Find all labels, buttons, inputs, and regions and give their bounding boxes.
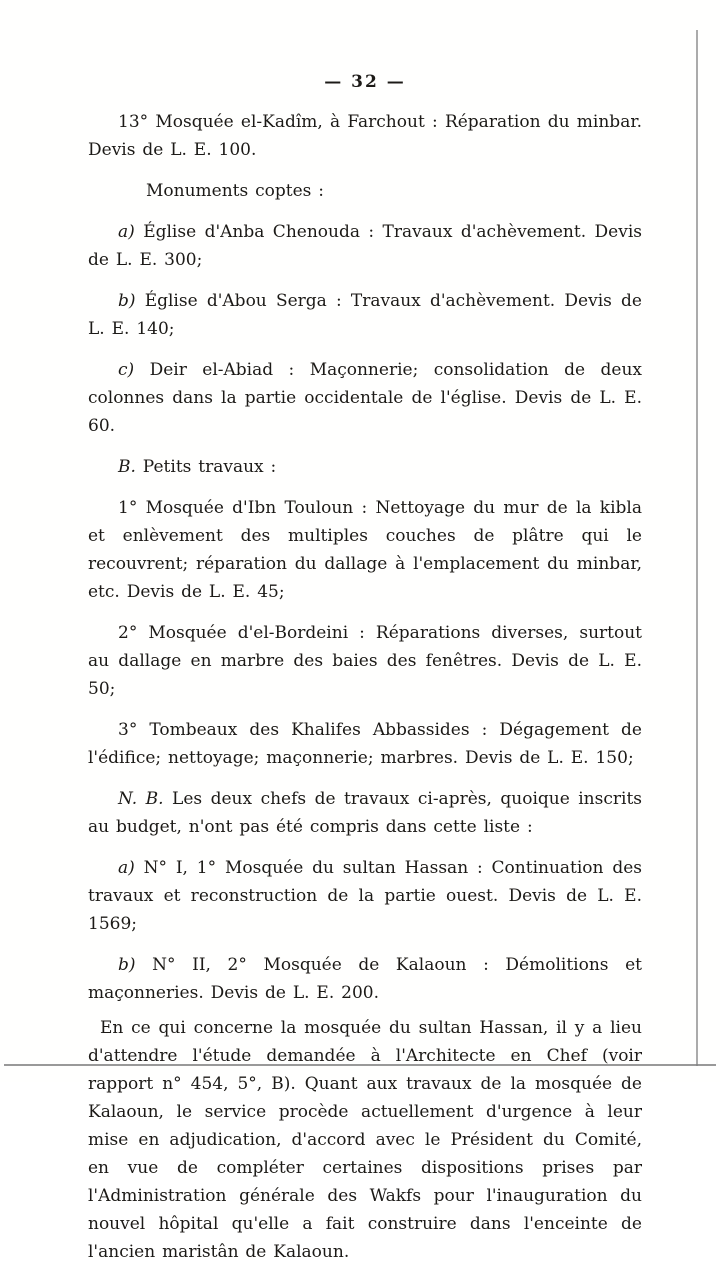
paragraph bbox=[88, 854, 642, 938]
paragraph-text: Église d'Anba Chenouda : Travaux d'achèvement. Devis de L. E. 300; bbox=[88, 222, 642, 270]
paragraph-text: Petits travaux : bbox=[135, 457, 277, 477]
paragraph bbox=[88, 287, 642, 343]
paragraph-text: 3° Tombeaux des Khalifes Abbassides : Dégagement de l'édifice; nettoyage; maçonnerie; marbres. Devis de L. E. 150; bbox=[88, 720, 642, 768]
paragraph bbox=[88, 785, 642, 841]
paragraph-lead: B. bbox=[118, 457, 136, 477]
paragraph-text: Deir el-Abiad : Maçonnerie; consolidation de deux colonnes dans la partie occidentale de l'église. Devis de L. E. 60. bbox=[88, 360, 642, 436]
page-number: — 32 — bbox=[324, 72, 406, 92]
paragraph-lead: b) bbox=[118, 955, 136, 975]
scan-edge-right bbox=[696, 30, 698, 1066]
paragraph bbox=[88, 218, 642, 274]
paragraph-lead: N. B. bbox=[118, 789, 164, 809]
paragraph bbox=[88, 494, 642, 606]
paragraph bbox=[88, 1014, 642, 1266]
paragraph bbox=[88, 619, 642, 703]
paragraph-text: N° II, 2° Mosquée de Kalaoun : Démolitions et maçonneries. Devis de L. E. 200. bbox=[88, 955, 642, 1003]
paragraph-text: 2° Mosquée d'el-Bordeini : Réparations diverses, surtout au dallage en marbre des baies des fenêtres. Devis de L. E. 50; bbox=[88, 623, 642, 699]
paragraph-text: En ce qui concerne la mosquée du sultan Hassan, il y a lieu d'attendre l'étude demandée à l'Architecte en Chef (voir rapport n° 454, 5°, B). Quant aux travaux de la mosquée de Kalaoun, le service procède actuellement d'urgence à leur mise en adjudication, d'accord avec le Président du Comité, en vue de compléter certaines dispositions prises par l'Administration générale des Wakfs pour l'inauguration du nouvel hôpital qu'elle a fait construire dans l'enceinte de l'ancien maristân de Kalaoun. bbox=[88, 1018, 642, 1262]
paragraph bbox=[88, 716, 642, 772]
paragraph bbox=[88, 951, 642, 1007]
paragraph bbox=[88, 177, 642, 205]
paragraph bbox=[88, 453, 642, 481]
paragraph-lead: b) bbox=[118, 291, 136, 311]
paragraph-text: 13° Mosquée el-Kadîm, à Farchout : Réparation du minbar. Devis de L. E. 100. bbox=[88, 112, 642, 160]
paragraph-lead: a) bbox=[118, 222, 135, 242]
paragraph-lead: c) bbox=[118, 360, 135, 380]
paragraph-text: Monuments coptes : bbox=[146, 181, 325, 201]
paragraph-text: Église d'Abou Serga : Travaux d'achèvement. Devis de L. E. 140; bbox=[88, 291, 642, 339]
text-block bbox=[88, 72, 642, 1279]
paragraph bbox=[88, 356, 642, 440]
paragraph-text: 1° Mosquée d'Ibn Touloun : Nettoyage du mur de la kibla et enlèvement des multiples couches de plâtre qui le recouvrent; réparation du dallage à l'emplacement du minbar, etc. Devis de L. E. 45; bbox=[88, 498, 642, 602]
paragraph-text: N° I, 1° Mosquée du sultan Hassan : Continuation des travaux et reconstruction de la partie ouest. Devis de L. E. 1569; bbox=[88, 858, 642, 934]
paragraph bbox=[88, 108, 642, 164]
paragraph-text: Les deux chefs de travaux ci-après, quoique inscrits au budget, n'ont pas été compris dans cette liste : bbox=[88, 789, 642, 837]
paragraph-lead: a) bbox=[118, 858, 135, 878]
